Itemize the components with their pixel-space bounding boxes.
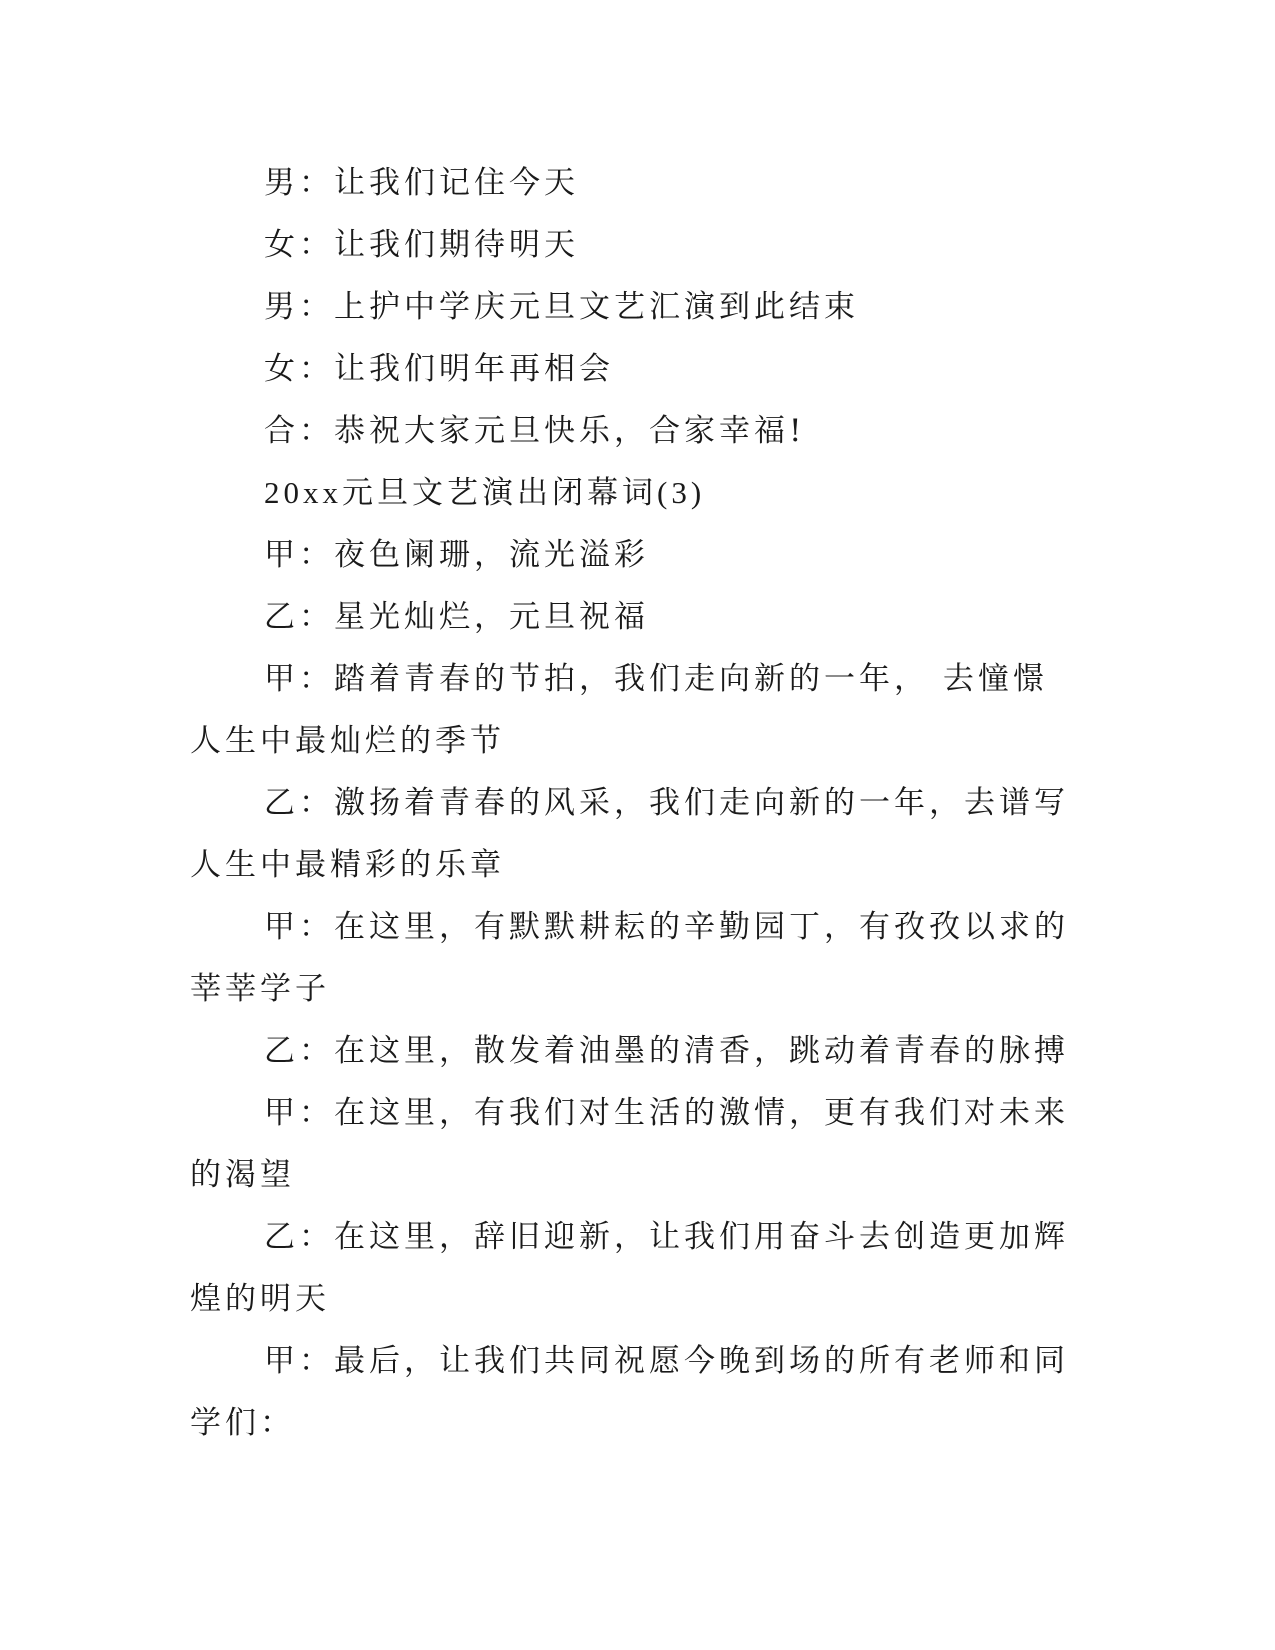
paragraph: 乙：在这里，辞旧迎新，让我们用奋斗去创造更加辉煌的明天 — [190, 1219, 1069, 1317]
paragraph: 甲：在这里，有我们对生活的激情，更有我们对未来的渴望 — [190, 1095, 1069, 1193]
paragraph: 男：让我们记住今天 — [264, 165, 579, 201]
paragraph: 甲：在这里，有默默耕耘的辛勤园丁，有孜孜以求的莘莘学子 — [190, 909, 1069, 1007]
paragraph: 甲：最后，让我们共同祝愿今晚到场的所有老师和同学们： — [190, 1343, 1069, 1441]
document-body — [190, 152, 1070, 1454]
paragraph: 合：恭祝大家元旦快乐，合家幸福! — [264, 413, 806, 449]
paragraph: 甲：踏着青春的节拍，我们走向新的一年， 去憧憬人生中最灿烂的季节 — [190, 661, 1048, 759]
paragraph: 女：让我们期待明天 — [264, 227, 579, 263]
section-heading: 20xx元旦文艺演出闭幕词(3) — [264, 475, 706, 510]
paragraph: 女：让我们明年再相会 — [264, 351, 614, 387]
paragraph: 乙：星光灿烂，元旦祝福 — [264, 599, 649, 635]
paragraph: 甲：夜色阑珊，流光溢彩 — [264, 537, 649, 573]
paragraph: 乙：激扬着青春的风采，我们走向新的一年，去谱写人生中最精彩的乐章 — [190, 785, 1069, 883]
paragraph: 乙：在这里，散发着油墨的清香，跳动着青春的脉搏 — [264, 1033, 1069, 1069]
paragraph: 男：上护中学庆元旦文艺汇演到此结束 — [264, 289, 859, 325]
